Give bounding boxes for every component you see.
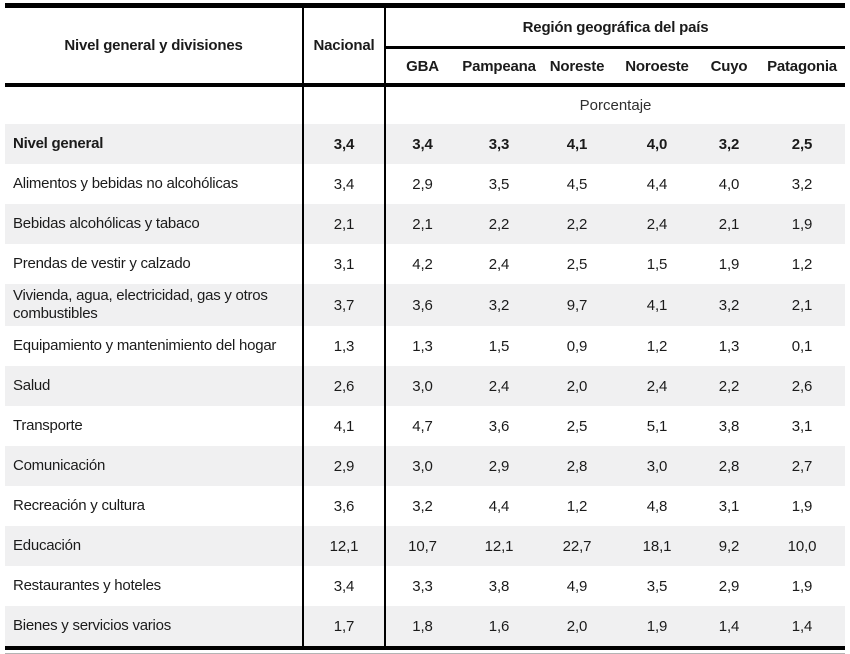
- table-row-bebidas-alcoholicas: [5, 204, 845, 244]
- value-noreste: 2,2: [566, 215, 588, 233]
- unit-row: [5, 85, 845, 124]
- divisions-column-header: Nivel general y divisiones: [5, 6, 303, 86]
- value-cuyo: 3,8: [718, 417, 740, 435]
- value-patagonia: 1,9: [791, 577, 813, 595]
- value-noroeste: 1,2: [646, 337, 668, 355]
- region-header-patagonia: Patagonia: [759, 48, 845, 86]
- value-noroeste: 5,1: [646, 417, 668, 435]
- value-noreste: 2,8: [566, 457, 588, 475]
- value-patagonia: 1,9: [791, 497, 813, 515]
- table-row-prendas: [5, 244, 845, 284]
- value-cuyo: 2,2: [718, 377, 740, 395]
- division-label: Educación: [5, 526, 303, 566]
- value-pampeana: 2,2: [488, 215, 510, 233]
- value-pampeana: 3,2: [488, 296, 510, 314]
- value-nacional: 3,7: [303, 284, 385, 326]
- value-cuyo: 2,8: [718, 457, 740, 475]
- value-gba: 2,1: [412, 215, 433, 233]
- value-nacional: 2,9: [303, 446, 385, 486]
- division-label: Alimentos y bebidas no alcohólicas: [5, 164, 303, 204]
- table-row-bienes: [5, 606, 845, 648]
- value-noroeste: 4,8: [646, 497, 668, 515]
- division-label: Recreación y cultura: [5, 486, 303, 526]
- region-header-gba: GBA: [385, 48, 459, 86]
- value-noroeste: 1,9: [646, 617, 668, 635]
- table-row-vivienda: [5, 284, 845, 326]
- value-noroeste: 2,4: [646, 377, 668, 395]
- value-noreste: 4,1: [566, 135, 588, 153]
- value-noroeste: 4,0: [646, 135, 668, 153]
- value-nacional: 4,1: [303, 406, 385, 446]
- value-nacional: 1,7: [303, 606, 385, 648]
- value-nacional: 12,1: [303, 526, 385, 566]
- region-header-noreste: Noreste: [539, 48, 615, 86]
- value-gba: 10,7: [408, 537, 437, 555]
- value-nacional: 2,6: [303, 366, 385, 406]
- value-gba: 4,7: [412, 417, 433, 435]
- value-noroeste: 1,5: [646, 255, 668, 273]
- division-label: Transporte: [5, 406, 303, 446]
- value-cuyo: 1,3: [718, 337, 740, 355]
- value-gba: 3,0: [412, 457, 433, 475]
- regional-percentage-table: [5, 3, 845, 650]
- value-noreste: 2,5: [566, 255, 588, 273]
- value-nacional: 2,1: [303, 204, 385, 244]
- region-header-noroeste: Noroeste: [615, 48, 699, 86]
- unit-row-spacer-nacional: [303, 85, 385, 124]
- value-nacional: 3,1: [303, 244, 385, 284]
- value-gba: 3,3: [412, 577, 433, 595]
- table-row-restaurantes: [5, 566, 845, 606]
- value-noreste: 1,2: [566, 497, 588, 515]
- value-noreste: 4,5: [566, 175, 588, 193]
- header-row-top: [5, 6, 845, 48]
- value-noreste: 2,5: [566, 417, 588, 435]
- table-row-educacion: [5, 526, 845, 566]
- value-nacional: 3,4: [303, 566, 385, 606]
- value-noroeste: 4,1: [646, 296, 668, 314]
- division-label: Bienes y servicios varios: [5, 606, 303, 648]
- value-noroeste: 3,5: [646, 577, 668, 595]
- value-gba: 3,2: [412, 497, 433, 515]
- value-cuyo: 1,4: [718, 617, 740, 635]
- division-label: Comunicación: [5, 446, 303, 486]
- value-noreste: 0,9: [566, 337, 588, 355]
- value-patagonia: 3,2: [791, 175, 813, 193]
- table-row-transporte: [5, 406, 845, 446]
- statistics-table-container: [5, 3, 845, 654]
- value-pampeana: 2,9: [488, 457, 510, 475]
- value-nacional: 1,3: [303, 326, 385, 366]
- value-pampeana: 1,5: [488, 337, 510, 355]
- value-noroeste: 18,1: [642, 537, 672, 555]
- unit-row-spacer-left: [5, 85, 303, 124]
- division-label: Bebidas alcohólicas y tabaco: [5, 204, 303, 244]
- value-pampeana: 2,4: [488, 255, 510, 273]
- value-patagonia: 1,2: [791, 255, 813, 273]
- value-patagonia: 1,4: [791, 617, 813, 635]
- value-cuyo: 2,1: [718, 215, 740, 233]
- value-gba: 4,2: [412, 255, 433, 273]
- table-row-recreacion: [5, 486, 845, 526]
- value-patagonia: 1,9: [791, 215, 813, 233]
- value-gba: 3,0: [412, 377, 433, 395]
- value-gba: 1,3: [412, 337, 433, 355]
- division-label: Nivel general: [5, 124, 303, 164]
- value-patagonia: 3,1: [791, 417, 813, 435]
- value-nacional: 3,6: [303, 486, 385, 526]
- division-label: Vivienda, agua, electricidad, gas y otros combustibles: [5, 284, 303, 326]
- value-cuyo: 4,0: [718, 175, 740, 193]
- value-noroeste: 3,0: [646, 457, 668, 475]
- value-noreste: 22,7: [562, 537, 592, 555]
- value-patagonia: 10,0: [787, 537, 817, 555]
- table-row-salud: [5, 366, 845, 406]
- value-nacional: 3,4: [303, 124, 385, 164]
- value-pampeana: 4,4: [488, 497, 510, 515]
- region-group-header: Región geográfica del país: [385, 6, 845, 48]
- region-header-cuyo: Cuyo: [699, 48, 759, 86]
- value-noreste: 2,0: [566, 377, 588, 395]
- value-pampeana: 3,8: [488, 577, 510, 595]
- value-gba: 2,9: [412, 175, 433, 193]
- value-patagonia: 2,5: [791, 135, 813, 153]
- table-row-comunicacion: [5, 446, 845, 486]
- division-label: Salud: [5, 366, 303, 406]
- value-gba: 3,6: [412, 296, 433, 314]
- value-gba: 1,8: [412, 617, 433, 635]
- value-cuyo: 3,2: [718, 135, 740, 153]
- table-body: [5, 124, 845, 648]
- value-pampeana: 1,6: [488, 617, 510, 635]
- value-cuyo: 3,2: [718, 296, 740, 314]
- nacional-column-header: Nacional: [303, 6, 385, 86]
- value-gba: 3,4: [412, 135, 433, 153]
- value-pampeana: 12,1: [484, 537, 514, 555]
- value-noroeste: 2,4: [646, 215, 668, 233]
- value-pampeana: 3,6: [488, 417, 510, 435]
- value-noreste: 4,9: [566, 577, 588, 595]
- region-header-pampeana: Pampeana: [459, 48, 539, 86]
- value-cuyo: 2,9: [718, 577, 740, 595]
- value-noreste: 9,7: [566, 296, 588, 314]
- table-row-nivel-general: [5, 124, 845, 164]
- table-row-equipamiento: [5, 326, 845, 366]
- value-patagonia: 2,1: [791, 296, 813, 314]
- value-noreste: 2,0: [566, 617, 588, 635]
- division-label: Equipamiento y mantenimiento del hogar: [5, 326, 303, 366]
- value-cuyo: 1,9: [718, 255, 740, 273]
- unit-label: Porcentaje: [579, 97, 652, 114]
- table-header: [5, 6, 845, 125]
- value-patagonia: 2,7: [791, 457, 813, 475]
- division-label: Restaurantes y hoteles: [5, 566, 303, 606]
- value-patagonia: 2,6: [791, 377, 813, 395]
- value-patagonia: 0,1: [791, 337, 813, 355]
- value-pampeana: 2,4: [488, 377, 510, 395]
- value-pampeana: 3,5: [488, 175, 510, 193]
- value-pampeana: 3,3: [488, 135, 510, 153]
- value-nacional: 3,4: [303, 164, 385, 204]
- table-row-alimentos: [5, 164, 845, 204]
- division-label: Prendas de vestir y calzado: [5, 244, 303, 284]
- value-cuyo: 3,1: [718, 497, 740, 515]
- value-noroeste: 4,4: [646, 175, 668, 193]
- value-cuyo: 9,2: [718, 537, 740, 555]
